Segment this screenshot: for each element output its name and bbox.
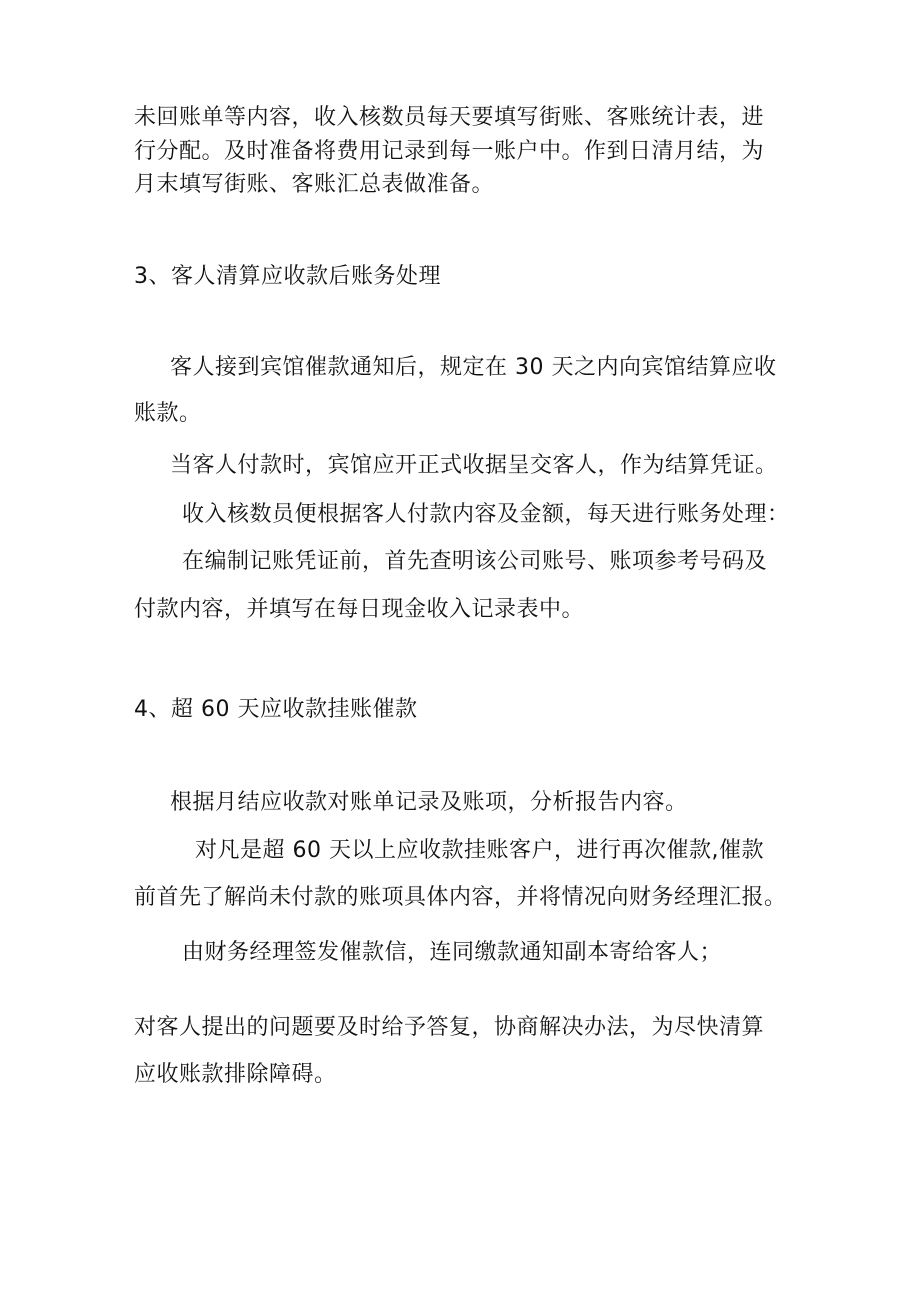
section-3-paragraph-1-line-2: 账款。: [134, 401, 202, 426]
intro-line-3: 月末填写街账、客账汇总表做准备。: [134, 172, 495, 197]
section-4-paragraph-4-line-2: 应收账款排除障碍。: [134, 1062, 337, 1087]
section-4-paragraph-2-line-1: 对凡是超 60 天以上应收款挂账客户，进行再次催款,催款: [195, 838, 764, 863]
intro-line-2: 行分配。及时准备将费用记录到每一账户中。作到日清月结，为: [134, 139, 765, 164]
section-3-paragraph-4-line-1: 在编制记账凭证前，首先查明该公司账号、账项参考号码及: [182, 549, 768, 574]
section-3-paragraph-4-line-2: 付款内容，并填写在每日现金收入记录表中。: [134, 597, 585, 622]
section-4-heading: 4、超 60 天应收款挂账催款: [134, 697, 418, 722]
section-4-paragraph-2-line-2: 前首先了解尚未付款的账项具体内容，并将情况向财务经理汇报。: [134, 885, 787, 910]
section-3-heading: 3、客人清算应收款后账务处理: [134, 264, 441, 289]
section-4-paragraph-1: 根据月结应收款对账单记录及账项，分析报告内容。: [170, 790, 688, 815]
section-3-paragraph-3: 收入核数员便根据客人付款内容及金额，每天进行账务处理：: [182, 502, 790, 527]
intro-line-1: 未回账单等内容，收入核数员每天要填写街账、客账统计表，进: [134, 105, 765, 130]
section-4-paragraph-3: 由财务经理签发催款信，连同缴款通知副本寄给客人；: [182, 940, 723, 965]
section-3-paragraph-2: 当客人付款时，宾馆应开正式收据呈交客人，作为结算凭证。: [170, 453, 778, 478]
section-3-paragraph-1-line-1: 客人接到宾馆催款通知后，规定在 30 天之内向宾馆结算应收: [170, 355, 777, 380]
section-4-paragraph-4-line-1: 对客人提出的问题要及时给予答复，协商解决办法，为尽快清算: [134, 1015, 765, 1040]
